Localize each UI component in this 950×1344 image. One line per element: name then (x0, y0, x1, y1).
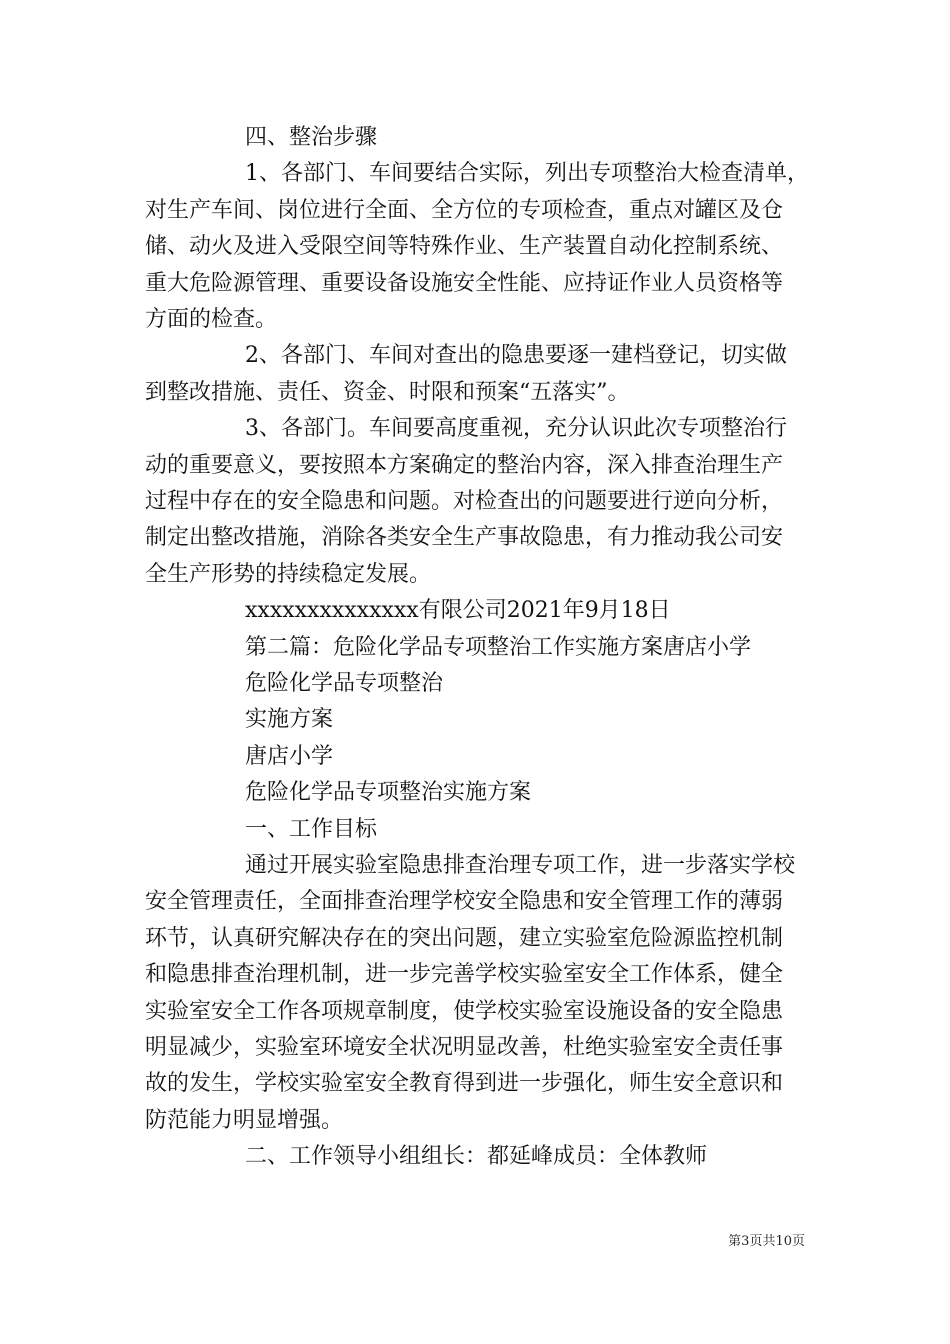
text-line: 实施方案 (245, 707, 334, 733)
text-line: 实验室安全工作各项规章制度，使学校实验室设施设备的安全隐患 (145, 998, 784, 1024)
text-line: 和隐患排查治理机制，进一步完善学校实验室安全工作体系，健全 (145, 962, 784, 988)
text-line: 过程中存在的安全隐患和问题。对检查出的问题要进行逆向分析， (145, 489, 784, 514)
text-line: 2、各部门、车间对查出的隐患要逐一建档登记，切实做 (245, 343, 787, 369)
text-line: 二、工作领导小组组长：都延峰成员：全体教师 (245, 1144, 708, 1170)
text-line: 四、整治步骤 (245, 125, 378, 150)
text-line: 故的发生，学校实验室安全教育得到进一步强化，师生安全意识和 (145, 1071, 784, 1097)
text-line: 防范能力明显增强。 (145, 1107, 344, 1133)
text-line: 1、各部门、车间要结合实际，列出专项整治大检查清单， (245, 161, 809, 187)
text-line: 危险化学品专项整治实施方案 (245, 780, 532, 806)
text-line: 对生产车间、岗位进行全面、全方位的专项检查，重点对罐区及仓 (145, 197, 784, 223)
text-line: 3、各部门。车间要高度重视，充分认识此次专项整治行 (245, 416, 787, 442)
text-line: 动的重要意义，要按照本方案确定的整治内容，深入排查治理生产 (145, 452, 784, 478)
text-line: 唐店小学 (245, 743, 334, 769)
text-line: 一、工作目标 (245, 816, 378, 842)
text-line: 安全管理责任，全面排查治理学校安全隐患和安全管理工作的薄弱 (145, 889, 784, 915)
text-line: 制定出整改措施，消除各类安全生产事故隐患，有力推动我公司安 (145, 525, 784, 551)
text-line: 方面的检查。 (145, 307, 278, 332)
text-line: 第二篇：危险化学品专项整治工作实施方案唐店小学 (245, 634, 752, 660)
text-line: 明显减少，实验室环境安全状况明显改善，杜绝实验室安全责任事 (145, 1035, 784, 1060)
text-line: 危险化学品专项整治 (245, 671, 444, 696)
text-line: 储、动火及进入受限空间等特殊作业、生产装置自动化控制系统、 (145, 234, 784, 260)
text-line: 全生产形势的持续稳定发展。 (145, 561, 432, 587)
text-line: 环节，认真研究解决存在的突出问题，建立实验室危险源监控机制 (145, 925, 784, 951)
text-line: 重大危险源管理、重要设备设施安全性能、应持证作业人员资格等 (145, 270, 784, 296)
text-line: xxxxxxxxxxxxxx有限公司2021年9月18日 (245, 598, 671, 624)
text-line: 到整改措施、责任、资金、时限和预案“五落实”。 (145, 379, 630, 405)
text-line: 通过开展实验室隐患排查治理专项工作，进一步落实学校 (245, 853, 796, 878)
page-number: 第3页共10页 (728, 1234, 805, 1249)
